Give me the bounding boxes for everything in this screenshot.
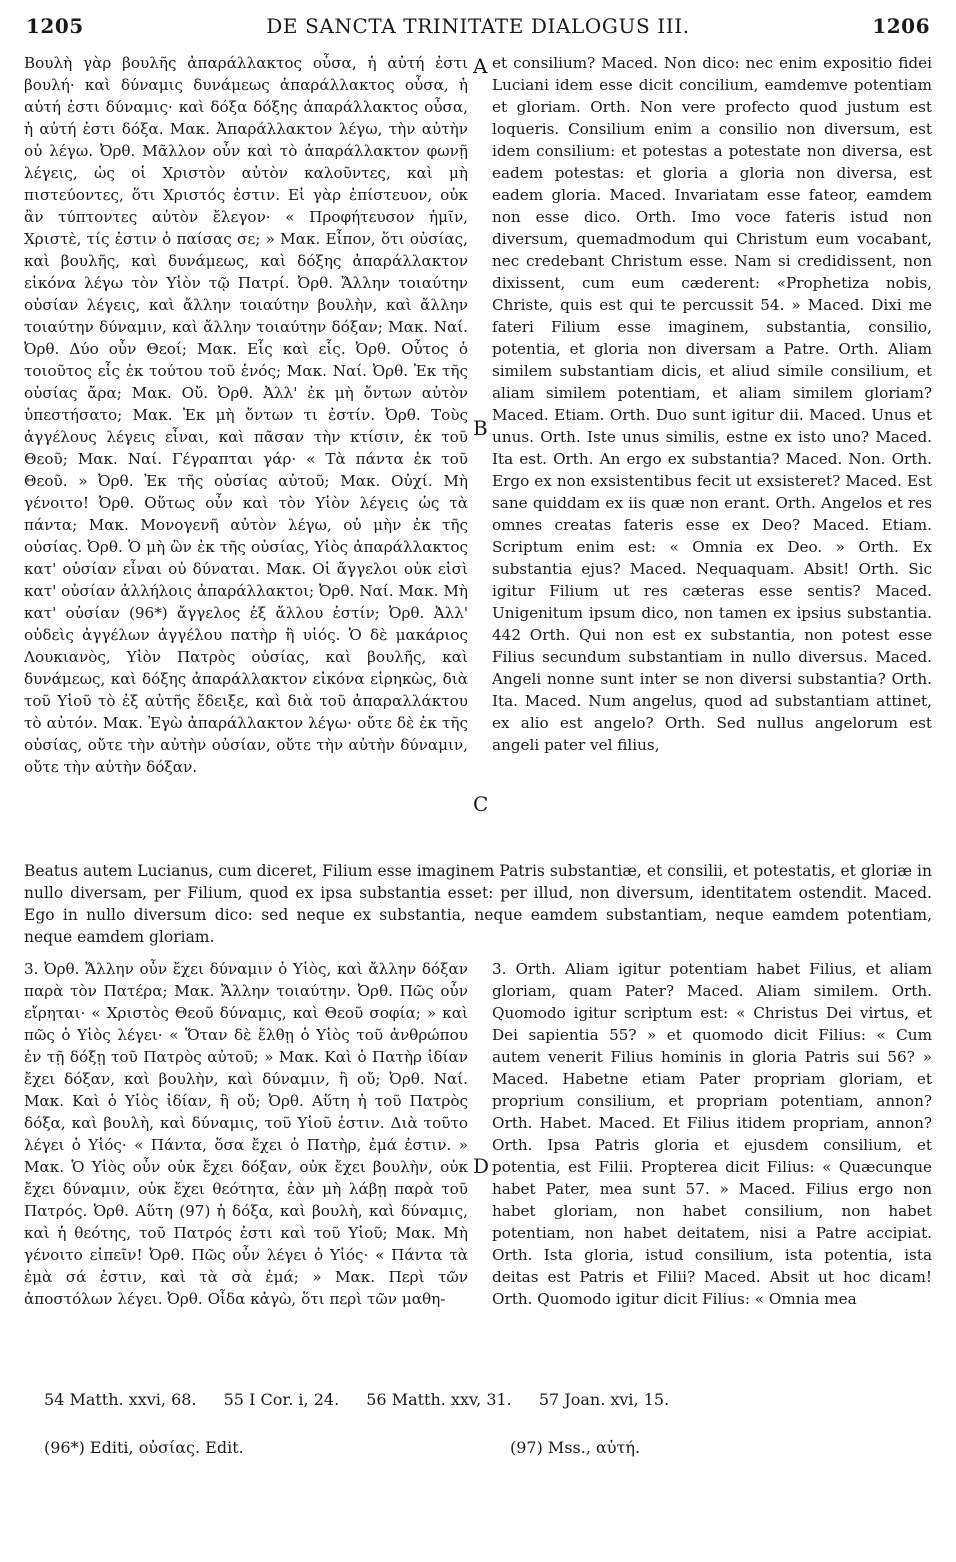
- page-number-left: 1205: [26, 14, 84, 38]
- latin-text-top: et consilium? Maced. Non dico: nec enim expositio fidei Luciani idem esse dicit concilium, eamdemve potentiam et gloriam. Orth. Non vere profecto quod justum est loqueris. Consilium enim a consilio non diversum, est idem consilium: et potestas a potestate non diversa, est eadem potestas: et gloria a gloria non diversa, est eadem gloria. Maced. Invariatam esse fateor, eamdem non esse dico. Orth. Imo voce fateris istud non diversum, quemadmodum qui Christum eum vocabant, nec credebant Christum esse. Nam si credidissent, non dixissent, cum eum cæderent: «Prophetiza nobis, Christe, quis est qui te percussit 54. » Maced. Dixi me fateri Filium esse imaginem, substantia, consilio, potentia, et gloria non diversam a Patre. Orth. Aliam similem substantiam dicis, et aliud simile consilium, et aliam similem potentiam, et aliam similem gloriam? Maced. Etiam. Orth. Duo sunt igitur dii. Maced. Unus et unus. Orth. Iste unus similis, estne ex isto uno? Maced. Ita est. Orth. An ergo ex substantia? Maced. Non. Orth. Ergo ex non exsistentibus fecit ut exsisteret? Maced. Est sane quiddam ex iis quæ non erant. Orth. Angelos et res omnes creatas fateris esse ex Deo? Maced. Etiam. Scriptum enim est: « Omnia ex Deo. » Orth. Ex substantia ejus? Maced. Nequaquam. Absit! Orth. Sic igitur Filium ut res cæteras esse sentis? Maced. Unigenitum ipsum dico, non tamen ex ipsius substantia. 442 Orth. Qui non est ex substantia, non potest esse Filius secundum substantiam in nullo diversus. Maced. Angeli nonne sunt inter se non diversi substantia? Orth. Ita. Maced. Num angelus, quod ad substantiam attinet, ex alio est angelo? Orth. Sed nullus angelorum est angeli pater vel filius,: [492, 54, 932, 754]
- full-width-paragraph: [24, 860, 932, 948]
- greek-text-bottom: 3. Ὀρθ. Ἄλλην οὖν ἔχει δύναμιν ὁ Υἱὸς, καὶ ἄλλην δόξαν παρὰ τὸν Πατέρα; Μακ. Ἄλλην τοιαύτην. Ὀρθ. Πῶς οὖν εἴρηται· « Χριστὸς Θεοῦ δύναμις, καὶ Θεοῦ σοφία; » καὶ πῶς ὁ Υἱὸς λέγει· « Ὅταν δὲ ἔλθῃ ὁ Υἱὸς τοῦ ἀνθρώπου ἐν τῇ δόξῃ τοῦ Πατρὸς αὐτοῦ; » Μακ. Καὶ ὁ Πατὴρ ἰδίαν ἔχει δόξαν, καὶ βουλὴν, καὶ δύναμιν, ἢ οὔ; Ὀρθ. Ναί. Μακ. Καὶ ὁ Υἱὸς ἰδίαν, ἢ οὔ; Ὀρθ. Αὕτη ἡ τοῦ Πατρὸς δόξα, καὶ βουλὴ, καὶ δύναμις, τοῦ Υἱοῦ ἐστιν. Διὰ τοῦτο λέγει ὁ Υἱός· « Πάντα, ὅσα ἔχει ὁ Πατὴρ, ἐμά ἐστιν. » Μακ. Ὁ Υἱὸς οὖν οὐκ ἔχει δόξαν, οὐκ ἔχει βουλὴν, οὐκ ἔχει δύναμιν, οὐκ ἔχει θεότητα, ἐὰν μὴ λάβῃ παρὰ τοῦ Πατρός. Ὀρθ. Αὕτη (97) ἡ δόξα, καὶ βουλὴ, καὶ δύναμις, καὶ ἡ θεότης, τοῦ Πατρός ἐστι καὶ τοῦ Υἱοῦ; Μακ. Μὴ γένοιτο εἰπεῖν! Ὀρθ. Πῶς οὖν λέγει ὁ Υἱός· « Πάντα τὰ ἐμὰ σά ἐστιν, καὶ τὰ σὰ ἐμά; » Μακ. Περὶ τῶν ἀποστόλων λέγει. Ὀρθ. Οἶδα κἀγὼ, ὅτι περὶ τῶν μαθη-: [24, 960, 468, 1308]
- greek-column-top: [24, 52, 468, 860]
- footnotes: [44, 1390, 691, 1409]
- editor-notes: [44, 1438, 934, 1457]
- margin-letter-a: A: [473, 54, 488, 78]
- greek-column-bottom: [24, 958, 468, 1562]
- running-title: DE SANCTA TRINITATE DIALOGUS III.: [266, 14, 690, 38]
- editor-note: (97) Mss., αὐτή.: [510, 1438, 641, 1457]
- footnote: 57 Joan. xvi, 15.: [538, 1390, 670, 1409]
- latin-column-bottom: [492, 958, 932, 1562]
- page-number-right: 1206: [872, 14, 930, 38]
- greek-text-top: Βουλὴ γὰρ βουλῆς ἀπαράλλακτος οὖσα, ἡ αὐτή ἐστι βουλή· καὶ δύναμις δυνάμεως ἀπαράλλακτος οὖσα, ἡ αὐτή ἐστι δύναμις· καὶ δόξα δόξης ἀπαράλλακτος οὖσα, ἡ αὐτή ἐστι δόξα. Μακ. Ἀπαράλλακτον λέγω, τὴν αὐτὴν οὐ λέγω. Ὀρθ. Μᾶλλον οὖν καὶ τὸ ἀπαράλλακτον φωνῇ λέγεις, ὡς οἱ Χριστὸν αὐτὸν καλοῦντες, καὶ μὴ πιστεύοντες, ὅτι Χριστός ἐστιν. Εἰ γὰρ ἐπίστευον, οὐκ ἂν τύπτοντες αὐτὸν ἔλεγον· « Προφήτευσον ἡμῖν, Χριστὲ, τίς ἐστιν ὁ παίσας σε; » Μακ. Εἶπον, ὅτι οὐσίας, καὶ βουλῆς, καὶ δυνάμεως, καὶ δόξης ἀπαράλλακτον εἰκόνα λέγω τὸν Υἱὸν τῷ Πατρί. Ὀρθ. Ἄλλην τοιαύτην οὐσίαν λέγεις, καὶ ἄλλην τοιαύτην βουλὴν, καὶ ἄλλην τοιαύτην δύναμιν, καὶ ἄλλην τοιαύτην δόξαν; Μακ. Ναί. Ὀρθ. Δύο οὖν Θεοί; Μακ. Εἷς καὶ εἷς. Ὀρθ. Οὗτος ὁ τοιοῦτος εἷς ἐκ τούτου τοῦ ἑνός; Μακ. Ναί. Ὀρθ. Ἐκ τῆς οὐσίας ἄρα; Μακ. Οὔ. Ὀρθ. Ἀλλ' ἐκ μὴ ὄντων αὐτὸν ὑπεστήσατο; Μακ. Ἐκ μὴ ὄντων τι ἐστίν. Ὀρθ. Τοὺς ἀγγέλους λέγεις εἶναι, καὶ πᾶσαν τὴν κτίσιν, ἐκ τοῦ Θεοῦ; Μακ. Ναί. Γέγραπται γάρ· « Τὰ πάντα ἐκ τοῦ Θεοῦ. » Ὀρθ. Ἐκ τῆς οὐσίας αὐτοῦ; Μακ. Οὐχί. Μὴ γένοιτο! Ὀρθ. Οὕτως οὖν καὶ τὸν Υἱὸν λέγεις ὡς τὰ πάντα; Μακ. Μονογενῆ αὐτὸν λέγω, οὐ μὴν ἐκ τῆς οὐσίας. Ὀρθ. Ὁ μὴ ὢν ἐκ τῆς οὐσίας, Υἱὸς ἀπαράλλακτος κατ' οὐσίαν εἶναι οὐ δύναται. Μακ. Οἱ ἄγγελοι οὐκ εἰσὶ κατ' οὐσίαν ἀλλήλοις ἀπαράλλακτοι; Ὀρθ. Ναί. Μακ. Μὴ κατ' οὐσίαν (96*) ἄγγελος ἐξ ἄλλου ἐστίν; Ὀρθ. Ἀλλ' οὐδεὶς ἀγγέλων ἀγγέλου πατὴρ ἢ υἱός. Ὁ δὲ μακάριος Λουκιανὸς, Υἱὸν Πατρὸς οὐσίας, καὶ βουλῆς, καὶ δυνάμεως, καὶ δόξης ἀπαράλλακτον εἰκόνα εἰρηκὼς, διὰ τοῦ Υἱοῦ τὸ ἐξ αὐτῆς ἔδειξε, καὶ διὰ τοῦ ἀπαραλλάκτου τὸ αὐτόν. Μακ. Ἐγὼ ἀπαράλλακτον λέγω· οὔτε δὲ ἐκ τῆς οὐσίας, οὔτε τὴν αὐτὴν οὐσίαν, οὔτε τὴν αὐτὴν δύναμιν, οὔτε τὴν αὐτὴν δόξαν.: [24, 54, 468, 776]
- latin-column-top: [492, 52, 932, 860]
- page-header: [0, 0, 956, 40]
- footnote: 56 Matth. xxv, 31.: [366, 1390, 512, 1409]
- footnote: 55 I Cor. i, 24.: [223, 1390, 340, 1409]
- margin-letter-d: D: [473, 1154, 490, 1178]
- footnote: 54 Matth. xxvi, 68.: [44, 1390, 197, 1409]
- margin-letter-b: B: [473, 416, 488, 440]
- margin-letter-c: C: [473, 792, 489, 816]
- full-width-text: Beatus autem Lucianus, cum diceret, Filium esse imaginem Patris substantiæ, et consilii, et potestatis, et gloriæ in nullo diversam, per Filium, quod ex ipsa substantia esset: per illud, non diversum, identitatem ostendit. Maced. Ego in nullo diversum dico: sed neque ex substantia, neque eamdem substantiam, neque eamdem potentiam, neque eamdem gloriam.: [24, 862, 932, 946]
- editor-note: (96*) Editi, οὐσίας. Edit.: [44, 1438, 244, 1457]
- latin-text-bottom: 3. Orth. Aliam igitur potentiam habet Filius, et aliam gloriam, quam Pater? Maced. Aliam similem. Orth. Quomodo igitur scriptum est: « Christus Dei virtus, et Dei sapientia 55? » et quomodo dicit Filius: « Cum autem venerit Filius hominis in gloria Patris sui 56? » Maced. Habetne etiam Pater propriam gloriam, et proprium consilium, et propriam potentiam, annon? Orth. Habet. Maced. Et Filius itidem propriam, annon? Orth. Ipsa Patris gloria et ejusdem consilium, et potentia, est Filii. Propterea dicit Filius: « Quæcunque habet Pater, mea sunt 57. » Maced. Filius ergo non habet gloriam, non habet consilium, non habet potentiam, non habet deitatem, nisi a Patre accipiat. Orth. Ista gloria, istud consilium, ista potentia, ista deitas est Patris et Filii? Maced. Absit ut hoc dicam! Orth. Quomodo igitur dicit Filius: « Omnia mea: [492, 960, 932, 1308]
